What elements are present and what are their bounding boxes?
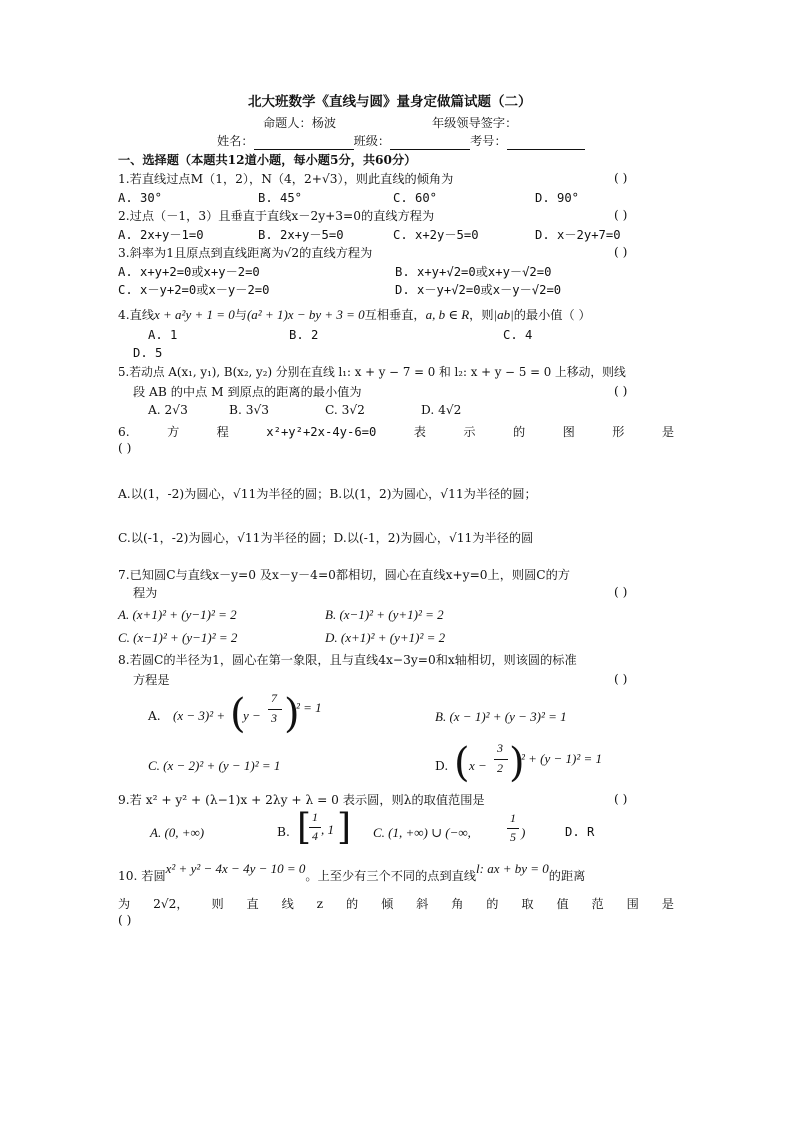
q4-option-d: D. 5 bbox=[133, 346, 163, 360]
info-row bbox=[217, 133, 585, 150]
q8-option-c: C. (x − 2)² + (y − 1)² = 1 bbox=[148, 758, 281, 773]
q7-stem-line1: 7.已知圆C与直线x－y=0 及x－y－4=0都相切，圆心在直线x+y=0上，则圆C的方 bbox=[118, 568, 570, 582]
q6-word: 程 bbox=[216, 425, 229, 439]
q10-word: 取 bbox=[521, 897, 534, 911]
q7-option-b: B. (x−1)² + (y+1)² = 2 bbox=[325, 607, 444, 622]
q8-stem-line1: 8.若圆C的半径为1，圆心在第一象限，且与直线4x−3y=0和x轴相切，则该圆的标准 bbox=[118, 653, 577, 667]
q9-option-b-num: 1 bbox=[312, 810, 318, 824]
q1-answer-paren[interactable]: ( ) bbox=[614, 171, 628, 185]
q8-option-d-label: D. bbox=[435, 759, 449, 773]
q10-word: 斜 bbox=[416, 897, 429, 911]
q10-text-a: 10. 若圆 bbox=[118, 869, 166, 883]
q10-line-equation: l: ax + by = 0 bbox=[476, 861, 549, 876]
q2-option-c: C. x+2y－5=0 bbox=[393, 228, 479, 242]
q6-word: 的 bbox=[512, 425, 526, 439]
q8-option-d-num: 3 bbox=[497, 741, 503, 755]
q10-word: 2√2， bbox=[153, 897, 189, 911]
q6-word: 6. bbox=[118, 425, 130, 439]
q1-stem: 1.若直线过点M（1，2），N（4，2+√3），则此直线的倾角为 bbox=[118, 172, 454, 186]
q10-word: z bbox=[316, 897, 324, 911]
q8-option-a-frac-bar bbox=[268, 709, 282, 710]
q8-option-a-right: ² = 1 bbox=[296, 700, 322, 715]
q9-option-b-right: , 1 bbox=[321, 822, 334, 837]
q8-stem-line2: 方程是 bbox=[133, 673, 170, 687]
q8-option-d-right: ² + (y − 1)² = 1 bbox=[521, 751, 603, 766]
name-label: 姓名： bbox=[217, 134, 254, 148]
q5-option-b: B. 3√3 bbox=[229, 403, 269, 417]
q10-word: 值 bbox=[556, 897, 569, 911]
sign-label: 年级领导签字： bbox=[432, 116, 518, 130]
q4-text-c: 互相垂直， bbox=[364, 308, 426, 322]
q8-option-d-paren-right: ) bbox=[509, 740, 525, 786]
q4-text-d: ，则 bbox=[469, 308, 494, 322]
q4-text-b: 与 bbox=[234, 308, 247, 322]
q8-option-d-frac-bar bbox=[494, 759, 508, 760]
q9-option-c: C. (1, +∞) ∪ (−∞, bbox=[373, 825, 471, 840]
q8-option-a-left: (x − 3)² + bbox=[173, 708, 226, 723]
q4-stem bbox=[118, 306, 591, 324]
q7-option-a: A. (x+1)² + (y−1)² = 2 bbox=[118, 607, 237, 622]
q1-option-c: C. 60° bbox=[393, 191, 438, 205]
q2-option-d: D. x－2y+7=0 bbox=[535, 228, 621, 242]
q10-word: 是 bbox=[661, 897, 674, 911]
q5-option-c: C. 3√2 bbox=[325, 403, 365, 417]
q9-option-b-den: 4 bbox=[312, 829, 318, 843]
q5-option-a: A. 2√3 bbox=[148, 403, 188, 417]
q9-option-c-den: 5 bbox=[510, 830, 516, 844]
q6-options-ab: A.以(1，-2)为圆心，√11为半径的圆；B.以(1，2)为圆心，√11为半径的圆； bbox=[118, 487, 537, 501]
q6-stem bbox=[118, 424, 674, 441]
q9-option-a: A. (0, +∞) bbox=[150, 825, 205, 840]
q6-word: 是 bbox=[661, 425, 674, 439]
class-field[interactable] bbox=[390, 135, 470, 150]
q1-option-b: B. 45° bbox=[258, 191, 303, 205]
exam-no-label: 考号： bbox=[470, 134, 507, 148]
q7-option-d: D. (x+1)² + (y+1)² = 2 bbox=[325, 630, 446, 645]
page-title: 北大班数学《直线与圆》量身定做篇试题（二） bbox=[248, 94, 532, 110]
q2-answer-paren[interactable]: ( ) bbox=[614, 208, 628, 222]
q10-word: 范 bbox=[591, 897, 604, 911]
q10-word: 线 bbox=[281, 897, 294, 911]
q9-option-c-right: ) bbox=[521, 825, 526, 840]
q4-text-a: 4.直线 bbox=[118, 308, 155, 322]
q9-option-b-label: B. bbox=[277, 825, 290, 839]
q8-option-d-paren-left: ( bbox=[454, 740, 470, 786]
q6-word: 形 bbox=[612, 425, 625, 439]
q9-option-b-bracket-right: ] bbox=[337, 807, 352, 848]
q10-word: 倾 bbox=[381, 897, 394, 911]
q3-option-b: B. x+y+√2=0或x+y－√2=0 bbox=[395, 265, 552, 279]
q10-word: 的 bbox=[345, 897, 359, 911]
q10-word: 角 bbox=[451, 897, 464, 911]
q8-option-d-den: 2 bbox=[497, 761, 503, 775]
q9-option-b-bracket-left: [ bbox=[297, 807, 312, 848]
q3-option-d: D. x－y+√2=0或x－y－√2=0 bbox=[395, 283, 562, 297]
q2-stem: 2.过点（－1，3）且垂直于直线x－2y+3=0的直线方程为 bbox=[118, 209, 435, 223]
q6-word: 表 bbox=[413, 425, 426, 439]
q9-option-b-frac-bar bbox=[309, 827, 321, 828]
q10-word: 直 bbox=[246, 897, 259, 911]
q9-option-c-num: 1 bbox=[510, 811, 516, 825]
q3-option-a: A. x+y+2=0或x+y－2=0 bbox=[118, 265, 260, 279]
q10-text-b: 。上至少有三个不同的点到直线 bbox=[305, 869, 477, 883]
q10-word: 为 bbox=[118, 897, 131, 911]
author-label: 命题人：杨波 bbox=[263, 116, 337, 130]
q8-option-d-inner: x − bbox=[469, 758, 487, 773]
exam-no-field[interactable] bbox=[507, 135, 585, 150]
q4-equation-1: x + a²y + 1 = 0 bbox=[154, 307, 235, 322]
q8-option-a-num: 7 bbox=[271, 691, 277, 705]
q4-condition: a, b ∈ R bbox=[425, 307, 470, 322]
class-label: 班级： bbox=[353, 134, 391, 148]
q10-stem-line1 bbox=[118, 861, 586, 885]
q8-option-a-label: A. bbox=[148, 709, 161, 723]
q7-stem-line2: 程为 bbox=[133, 586, 158, 600]
section-heading: 一、选择题（本题共12道小题，每小题5分，共60分） bbox=[118, 153, 417, 167]
q4-option-b: B. 2 bbox=[289, 328, 319, 342]
q6-word: 图 bbox=[562, 425, 575, 439]
q4-option-a: A. 1 bbox=[148, 328, 178, 342]
q10-answer-paren[interactable]: ( ) bbox=[118, 913, 132, 927]
q5-option-d: D. 4√2 bbox=[421, 403, 462, 417]
q9-stem: 9.若 x² + y² + (λ−1)x + 2λy + λ = 0 表示圆，则λ的取值范围是 bbox=[118, 793, 485, 807]
q8-option-a-inner: y − bbox=[243, 708, 261, 723]
q9-option-d: D. R bbox=[565, 825, 595, 839]
q1-option-a: A. 30° bbox=[118, 191, 163, 205]
q4-option-c: C. 4 bbox=[503, 328, 533, 342]
q1-option-d: D. 90° bbox=[535, 191, 580, 205]
q6-word: 方 bbox=[167, 425, 180, 439]
q5-answer-paren[interactable]: ( ) bbox=[614, 384, 628, 398]
q8-option-a-paren-left: ( bbox=[230, 691, 246, 737]
q4-abs-ab: |ab| bbox=[493, 307, 514, 322]
q8-option-b: B. (x − 1)² + (y − 3)² = 1 bbox=[435, 709, 567, 724]
q7-answer-paren[interactable]: ( ) bbox=[614, 585, 628, 599]
q6-answer-paren[interactable]: ( ) bbox=[118, 441, 132, 455]
name-field[interactable] bbox=[254, 135, 354, 150]
q6-word: 示 bbox=[463, 425, 476, 439]
q6-options-cd: C.以(-1，-2)为圆心，√11为半径的圆；D.以(-1，2)为圆心，√11为半径的圆 bbox=[118, 531, 534, 545]
q10-circle-equation: x² + y² − 4x − 4y − 10 = 0 bbox=[165, 861, 306, 876]
q5-stem-line2: 段 AB 的中点 M 到原点的距离的最小值为 bbox=[133, 385, 362, 399]
q10-word: 围 bbox=[626, 897, 639, 911]
q10-word: 则 bbox=[211, 897, 224, 911]
q10-text-c: 的距离 bbox=[548, 869, 586, 883]
q2-option-b: B. 2x+y－5=0 bbox=[258, 228, 344, 242]
q3-answer-paren[interactable]: ( ) bbox=[614, 245, 628, 259]
q10-word: 的 bbox=[486, 897, 499, 911]
q8-answer-paren[interactable]: ( ) bbox=[614, 672, 628, 686]
q6-equation: x²+y²+2x-4y-6=0 bbox=[266, 425, 377, 439]
q10-stem-line2 bbox=[118, 896, 674, 913]
q8-option-a-den: 3 bbox=[271, 711, 277, 725]
q3-stem: 3.斜率为1且原点到直线距离为√2的直线方程为 bbox=[118, 246, 373, 260]
q9-answer-paren[interactable]: ( ) bbox=[614, 792, 628, 806]
q4-text-e: 的最小值（ ） bbox=[513, 308, 591, 322]
q5-stem-line1: 5.若动点 A(x₁, y₁), B(x₂, y₂) 分别在直线 l₁: x + y − 7 = 0 和 l₂: x + y − 5 = 0 上移动，则线 bbox=[118, 365, 626, 379]
q7-option-c: C. (x−1)² + (y−1)² = 2 bbox=[118, 630, 238, 645]
q8-option-a-paren-right: ) bbox=[284, 691, 300, 737]
q4-equation-2: (a² + 1)x − by + 3 = 0 bbox=[246, 307, 365, 322]
q2-option-a: A. 2x+y－1=0 bbox=[118, 228, 204, 242]
q3-option-c: C. x－y+2=0或x－y－2=0 bbox=[118, 283, 270, 297]
q9-option-c-frac-bar bbox=[507, 828, 519, 829]
